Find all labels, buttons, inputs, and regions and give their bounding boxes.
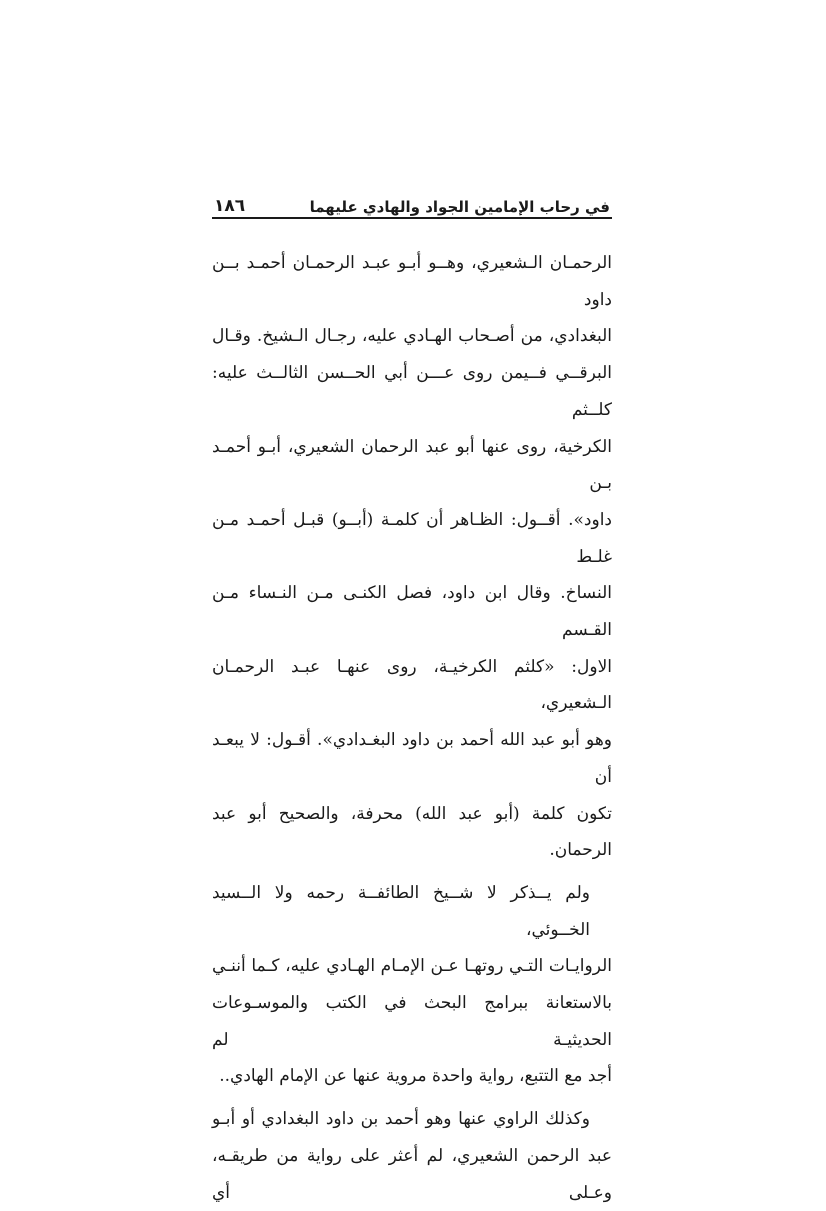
text-line: الاول: «كلثم الكرخيـة، روى عنهـا عبـد الرحمـان الـشعيري، [212, 656, 612, 714]
header-rule [212, 217, 612, 219]
text-line: عبد الرحمن الشعيري، لم أعثر على رواية من طريقـه، وعـلى أي [212, 1145, 612, 1203]
running-header [212, 185, 612, 215]
paragraph-2 [212, 875, 612, 1095]
text-line: البرقــي فــيمن روى عـــن أبي الحــسن الثالــث ﻋﻠﻴﻪ: كلــثم [212, 363, 612, 420]
text-line: ولم يــذكر لا شــيخ الطائفــة ﺭﺣﻤﻪ ولا الــسيد الخــوئي، [212, 882, 590, 940]
text-line: الرحمـان الـشعيري، وهــو أبـو عبـد الرحمـان أحمـد بــن داود [212, 253, 612, 310]
text-line: الكرخية، روى عنها أبو عبد الرحمان الشعيري، أبـو أحمـد بـن [212, 436, 612, 494]
book-page [212, 185, 612, 1211]
text-line: تكون كلمة (أبو عبد الله) محرفة، والصحيح أبو عبد الرحمان. [212, 803, 612, 861]
text-line: بالاستعانة ببرامج البحث في الكتب والموسـوعات الحديثيـة لم [212, 993, 612, 1050]
body-text [212, 245, 612, 1211]
text-line: أجد مع التتبع، رواية واحدة مروية عنها عن الإمام الهادي.. [219, 1066, 612, 1087]
book-title: في رحاب الإمامين الجواد والهادي ﻋﻠﻴﻬﻤﺎ [309, 198, 610, 216]
paragraph-3 [212, 1101, 612, 1211]
page-number: ١٨٦ [214, 196, 246, 216]
paragraph-1 [212, 245, 612, 869]
text-line: الروايـات التـي روتهـا عـن الإمـام الهـادي ﻋﻠﻴﻪ، كـما أننـي [212, 956, 612, 977]
text-line: النساخ. وقال ابن داود، فصل الكنـى مـن النـساء مـن القـسم [212, 583, 612, 641]
text-line: وكذلك الراوي عنها وهو أحمد بن داود البغدادي أو أبـو [212, 1109, 590, 1130]
text-line: وهو أبو عبد الله أحمد بن داود البغـدادي». أقـول: لا يبعـد أن [212, 730, 612, 787]
text-line: البغدادي، من أصـحاب الهـادي ﻋﻠﻴﻪ، رجـال الـشيخ. وقـال [212, 326, 612, 347]
text-line: داود». أقــول: الظـاهر أن كلمـة (أبــو) قبـل أحمـد مـن غلـط [212, 509, 612, 567]
